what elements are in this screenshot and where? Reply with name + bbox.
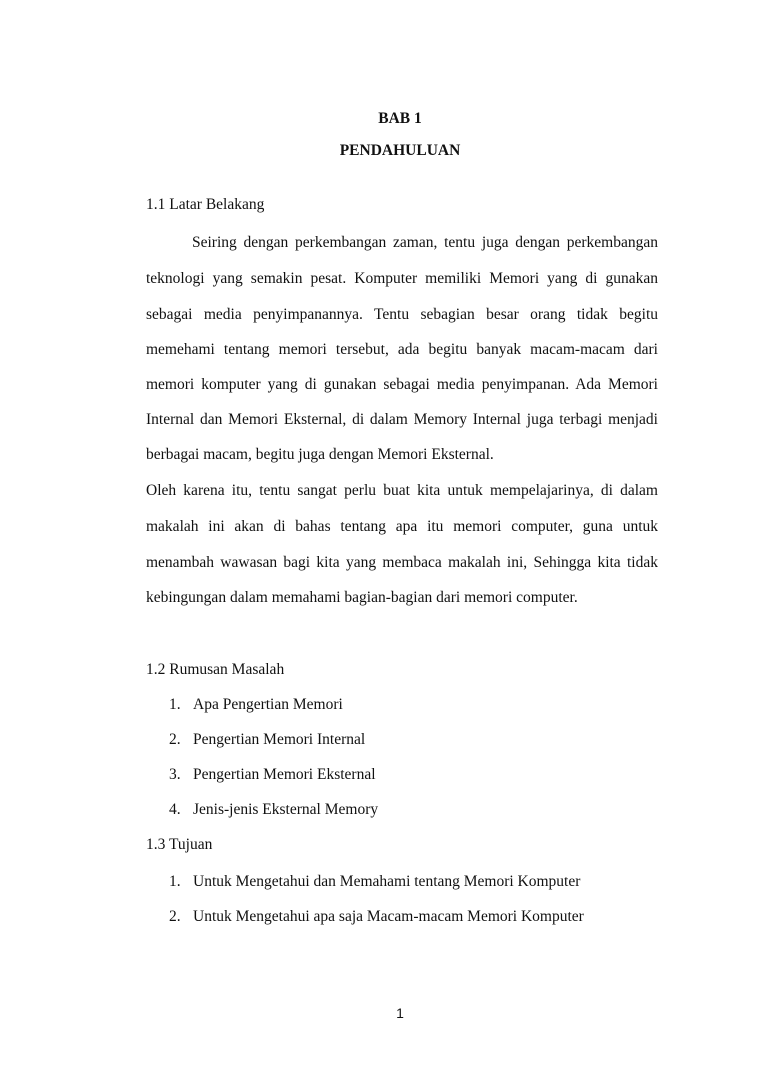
list-item xyxy=(169,800,378,820)
list-item-number: 1. xyxy=(169,696,181,713)
page-number: 1 xyxy=(396,1005,404,1021)
list-item-text: Untuk Mengetahui dan Memahami tentang Memori Komputer xyxy=(193,873,581,890)
list-item-number: 3. xyxy=(169,766,181,783)
list-item-text: Untuk Mengetahui apa saja Macam-macam Memori Komputer xyxy=(193,908,584,925)
list-item xyxy=(169,695,343,715)
paragraph-line: sebagai media penyimpanannya. Tentu sebagian besar orang tidak begitu xyxy=(146,306,658,323)
paragraph-line: Oleh karena itu, tentu sangat perlu buat kita untuk mempelajarinya, di dalam xyxy=(146,482,658,499)
chapter-number: BAB 1 xyxy=(378,110,422,127)
list-item xyxy=(169,907,584,927)
list-item xyxy=(169,765,376,785)
chapter-title: PENDAHULUAN xyxy=(339,142,461,159)
paragraph-line: Internal dan Memori Eksternal, di dalam Memory Internal juga terbagi menjadi xyxy=(146,411,658,428)
paragraph-line: menambah wawasan bagi kita yang membaca makalah ini, Sehingga kita tidak xyxy=(146,554,658,571)
section-heading-tujuan: 1.3 Tujuan xyxy=(146,836,213,853)
paragraph-line: Seiring dengan perkembangan zaman, tentu juga dengan perkembangan xyxy=(192,234,658,251)
section-heading-rumusan-masalah: 1.2 Rumusan Masalah xyxy=(146,661,285,678)
list-item-number: 2. xyxy=(169,731,181,748)
list-item-number: 4. xyxy=(169,801,181,818)
paragraph-line: memori komputer yang di gunakan sebagai media penyimpanan. Ada Memori xyxy=(146,376,658,393)
paragraph-line: berbagai macam, begitu juga dengan Memori Eksternal. xyxy=(146,446,494,463)
list-item-number: 1. xyxy=(169,873,181,890)
paragraph-line: memehami tentang memori tersebut, ada begitu banyak macam-macam dari xyxy=(146,341,658,358)
section-heading-latar-belakang: 1.1 Latar Belakang xyxy=(146,196,265,213)
paragraph-line: makalah ini akan di bahas tentang apa itu memori computer, guna untuk xyxy=(146,518,658,535)
list-item-text: Pengertian Memori Eksternal xyxy=(193,766,376,783)
list-item-text: Jenis-jenis Eksternal Memory xyxy=(193,801,379,818)
list-item-number: 2. xyxy=(169,908,181,925)
list-item-text: Apa Pengertian Memori xyxy=(193,696,343,713)
list-item xyxy=(169,730,365,750)
list-item xyxy=(169,872,580,892)
paragraph-line: kebingungan dalam memahami bagian-bagian dari memori computer. xyxy=(146,589,578,606)
paragraph-line: teknologi yang semakin pesat. Komputer memiliki Memori yang di gunakan xyxy=(146,270,658,287)
list-item-text: Pengertian Memori Internal xyxy=(193,731,366,748)
